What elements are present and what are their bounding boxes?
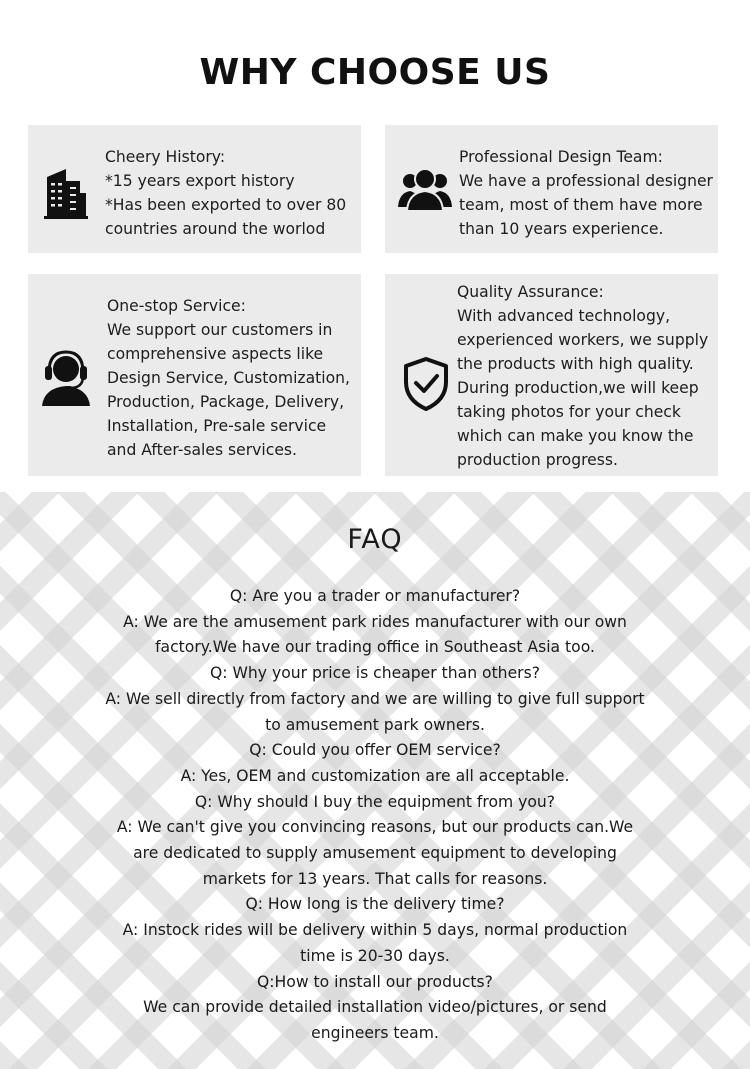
card-line: countries around the worlod bbox=[105, 220, 326, 238]
faq-line: A: We sell directly from factory and we are willing to give full support bbox=[105, 689, 645, 708]
faq-line: A: Instock rides will be delivery within 5 days, normal production bbox=[122, 921, 628, 940]
card-line: and After-sales services. bbox=[107, 441, 297, 459]
faq-title: FAQ bbox=[347, 524, 403, 555]
card-heading: Quality Assurance: bbox=[457, 283, 604, 301]
card-line: the products with high quality. bbox=[457, 355, 694, 373]
shield-check-icon bbox=[402, 356, 450, 416]
card-line: which can make you know the bbox=[457, 427, 694, 445]
team-icon bbox=[397, 167, 453, 215]
building-icon bbox=[44, 167, 88, 223]
faq-line: Q: How long is the delivery time? bbox=[245, 895, 505, 914]
card-line: taking photos for your check bbox=[457, 403, 681, 421]
card-quality-assurance bbox=[385, 274, 718, 476]
card-line: *Has been exported to over 80 bbox=[105, 196, 347, 214]
card-line: experienced workers, we supply bbox=[457, 331, 709, 349]
faq-line: A: We can't give you convincing reasons, but our products can.We bbox=[116, 818, 634, 837]
card-line: We have a professional designer bbox=[459, 172, 713, 190]
card-line: Production, Package, Delivery, bbox=[107, 393, 345, 411]
page-title: WHY CHOOSE US bbox=[199, 52, 551, 93]
card-line: With advanced technology, bbox=[457, 307, 671, 325]
card-line: than 10 years experience. bbox=[459, 220, 664, 238]
faq-line: engineers team. bbox=[311, 1023, 439, 1042]
card-history bbox=[28, 125, 361, 253]
faq-line: time is 20-30 days. bbox=[300, 946, 450, 965]
card-heading: Cheery History: bbox=[105, 148, 226, 166]
card-line: Installation, Pre-sale service bbox=[107, 417, 327, 435]
card-heading: Professional Design Team: bbox=[459, 148, 663, 166]
card-line: team, most of them have more bbox=[459, 196, 703, 214]
card-line: comprehensive aspects like bbox=[107, 345, 324, 363]
faq-line: to amusement park owners. bbox=[265, 715, 485, 734]
faq-line: A: We are the amusement park rides manufacturer with our own bbox=[123, 612, 627, 631]
faq-line: A: Yes, OEM and customization are all acceptable. bbox=[180, 766, 570, 785]
faq-line: We can provide detailed installation video/pictures, or send bbox=[143, 998, 607, 1017]
card-line: *15 years export history bbox=[105, 172, 295, 190]
faq-line: Q: Are you a trader or manufacturer? bbox=[229, 587, 521, 605]
faq-line: Q: Why should I buy the equipment from you? bbox=[194, 792, 556, 811]
card-design-team bbox=[385, 125, 718, 253]
faq-line: markets for 13 years. That calls for reasons. bbox=[202, 869, 548, 888]
card-one-stop-service bbox=[28, 274, 361, 476]
faq-line: Q: Why your price is cheaper than others? bbox=[210, 664, 540, 683]
faq-line: factory.We have our trading office in Southeast Asia too. bbox=[155, 638, 595, 657]
card-line: We support our customers in bbox=[107, 321, 333, 339]
faq-line: are dedicated to supply amusement equipment to developing bbox=[133, 844, 617, 863]
faq-line: Q:How to install our products? bbox=[257, 972, 493, 991]
headset-agent-icon bbox=[40, 346, 92, 410]
faq-line: Q: Could you offer OEM service? bbox=[249, 741, 501, 760]
card-line: production progress. bbox=[457, 451, 618, 469]
card-line: Design Service, Customization, bbox=[107, 369, 350, 387]
card-line: During production,we will keep bbox=[457, 379, 699, 397]
card-heading: One-stop Service: bbox=[107, 297, 246, 315]
faq-body bbox=[0, 584, 750, 1047]
